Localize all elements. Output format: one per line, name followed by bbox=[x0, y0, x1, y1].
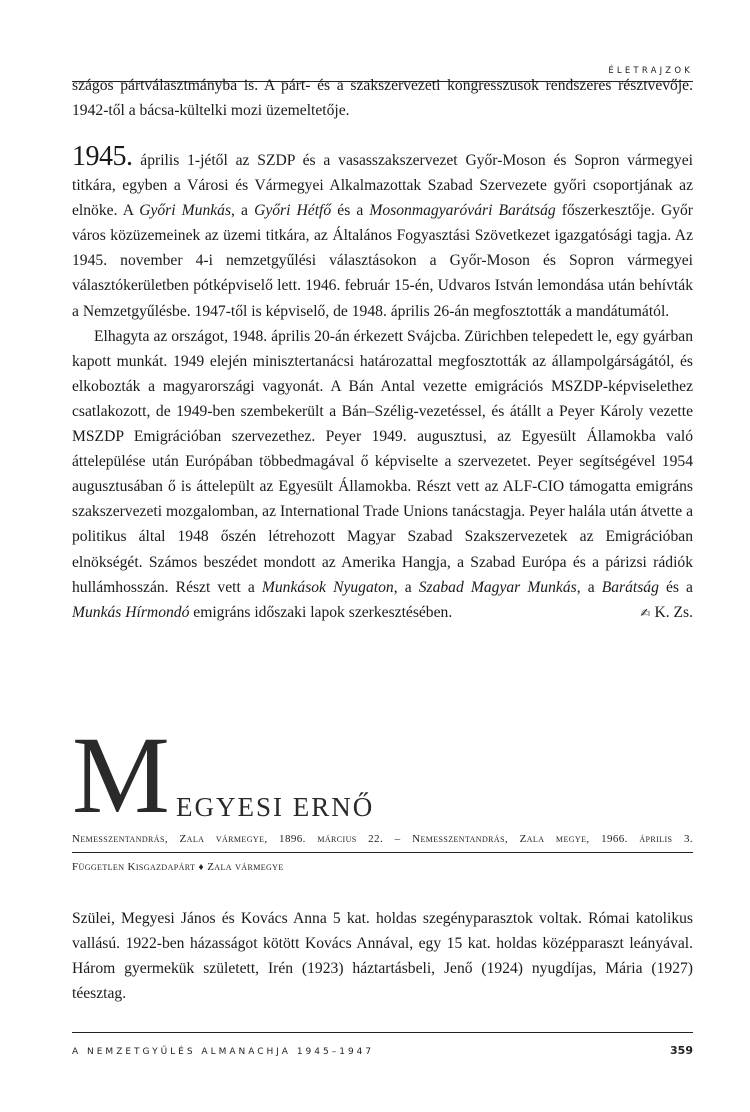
entry-title bbox=[72, 714, 693, 836]
footer-rule bbox=[72, 1032, 693, 1033]
newspaper-title: Munkás Hírmondó bbox=[72, 603, 190, 621]
writing-hand-icon: ✍ bbox=[640, 605, 651, 620]
newspaper-title: Mosonmagyaróvári Barátság bbox=[369, 202, 556, 220]
entry-biography bbox=[72, 906, 693, 1006]
continuation-paragraph bbox=[72, 73, 693, 123]
continuation-text: szágos pártválasztmányba is. A párt- és a szakszervezeti kongresszusok rendszeres résztvevője. 1942-től a bácsa-kültelki mozi üzemeltetője. bbox=[72, 77, 693, 120]
drop-initial: M bbox=[72, 714, 168, 836]
party-line bbox=[72, 861, 693, 873]
previous-entry-body bbox=[72, 141, 693, 626]
lead-year: 1945. bbox=[72, 141, 133, 172]
district-name: Zala vármegye bbox=[207, 861, 284, 873]
diamond-separator-icon: ♦ bbox=[198, 862, 205, 873]
paragraph-emigration: Elhagyta az országot, 1948. április 20-án érkezett Svájcba. Zürichben telepedett le, egy gyárban kapott munkát. 1949 elején minisztertanácsi határozattal megfosztották az állampolgárságától, és elkobozták a magyarországi vagyonát. A Bán Antal vezette emigrációs MSZDP-képviselethez csatlakozott, de 1949-ben szembekerült a Bán–Szélig-vezetéssel, és átállt a Peyer Károly vezette MSZDP Emigrációban szervezethez. Peyer 1949. augusztusi, az Egyesült Államokba való áttelepülése után Európában többedmagával ő képviselte a szervezetet. Peyer segítségével 1954 augusztusában ő is áttelepült az Egyesült Államokba. Részt vett az ALF-CIO támogatta emigráns szakszervezeti mozgalomban, az International Trade Unions tanácstagja. Peyer halála után átvette a politikus által 1948 őszén létrehozott Magyar Szabad Szakszervezetek az Emigrációban elnökségét. Számos beszédet mondott az Amerika Hangja, a Szabad Európa és a párizsi rádiók hullámhosszán. Részt vett a Munkások Nyugaton, a Szabad Magyar Munkás, a Barátság és a Munkás Hírmondó emigráns időszaki lapok szerkesztésében. ✍ K. Zs. bbox=[72, 324, 693, 625]
author-signature: ✍ K. Zs. bbox=[640, 603, 693, 621]
running-head: ÉLETRAJZOK bbox=[608, 66, 693, 76]
footer-book-title: A NEMZETGYŰLÉS ALMANACHJA 1945–1947 bbox=[72, 1047, 375, 1057]
paragraph-1945: 1945. április 1-jétől az SZDP és a vasasszakszervezet Győr-Moson és Sopron vármegyei titkára, egyben a Városi és Vármegyei Alkalmazottak Szabad Szervezete győri csoportjának az elnöke. A Győri Munkás, a Győri Hétfő és a Mosonmagyaróvári Barátság főszerkesztője. Győr város közüzemeinek az üzemi titkára, az Általános Fogyasztási Szövetkezet igazgatósági tagja. Az 1945. november 4-i nemzetgyűlési választásokon a Győr-Moson és Sopron vármegyei választókerületben pótképviselő lett. 1946. február 15-én, Udvaros István lemondása után behívták a Nemzetgyűlésbe. 1947-től is képviselő, de 1948. április 26-án megfosztották a mandátumától. bbox=[72, 141, 693, 320]
party-name: Független Kisgazdapárt bbox=[72, 861, 196, 873]
newspaper-title: Szabad Magyar Munkás bbox=[418, 578, 577, 596]
newspaper-title: Győri Munkás bbox=[139, 202, 232, 220]
newspaper-title: Barátság bbox=[601, 578, 659, 596]
newspaper-title: Munkások Nyugaton bbox=[261, 578, 394, 596]
entry-name: EGYESI ERNŐ bbox=[176, 792, 375, 822]
page-number: 359 bbox=[670, 1044, 693, 1057]
biography-paragraph: Szülei, Megyesi János és Kovács Anna 5 kat. holdas szegényparasztok voltak. Római katolikus vallású. 1922-ben házasságot kötött Kovács Annával, egy 15 kat. holdas középparaszt leányával. Három gyermekük született, Irén (1923) háztartásbeli, Jenő (1924) nyugdíjas, Mária (1927) téesztag. bbox=[72, 910, 693, 1003]
title-rule bbox=[72, 852, 693, 853]
newspaper-title: Győri Hétfő bbox=[254, 202, 332, 220]
birth-death-line: Nemesszentandrás, Zala vármegye, 1896. március 22. – Nemesszentandrás, Zala megye, 1966. április 3. bbox=[72, 833, 693, 845]
